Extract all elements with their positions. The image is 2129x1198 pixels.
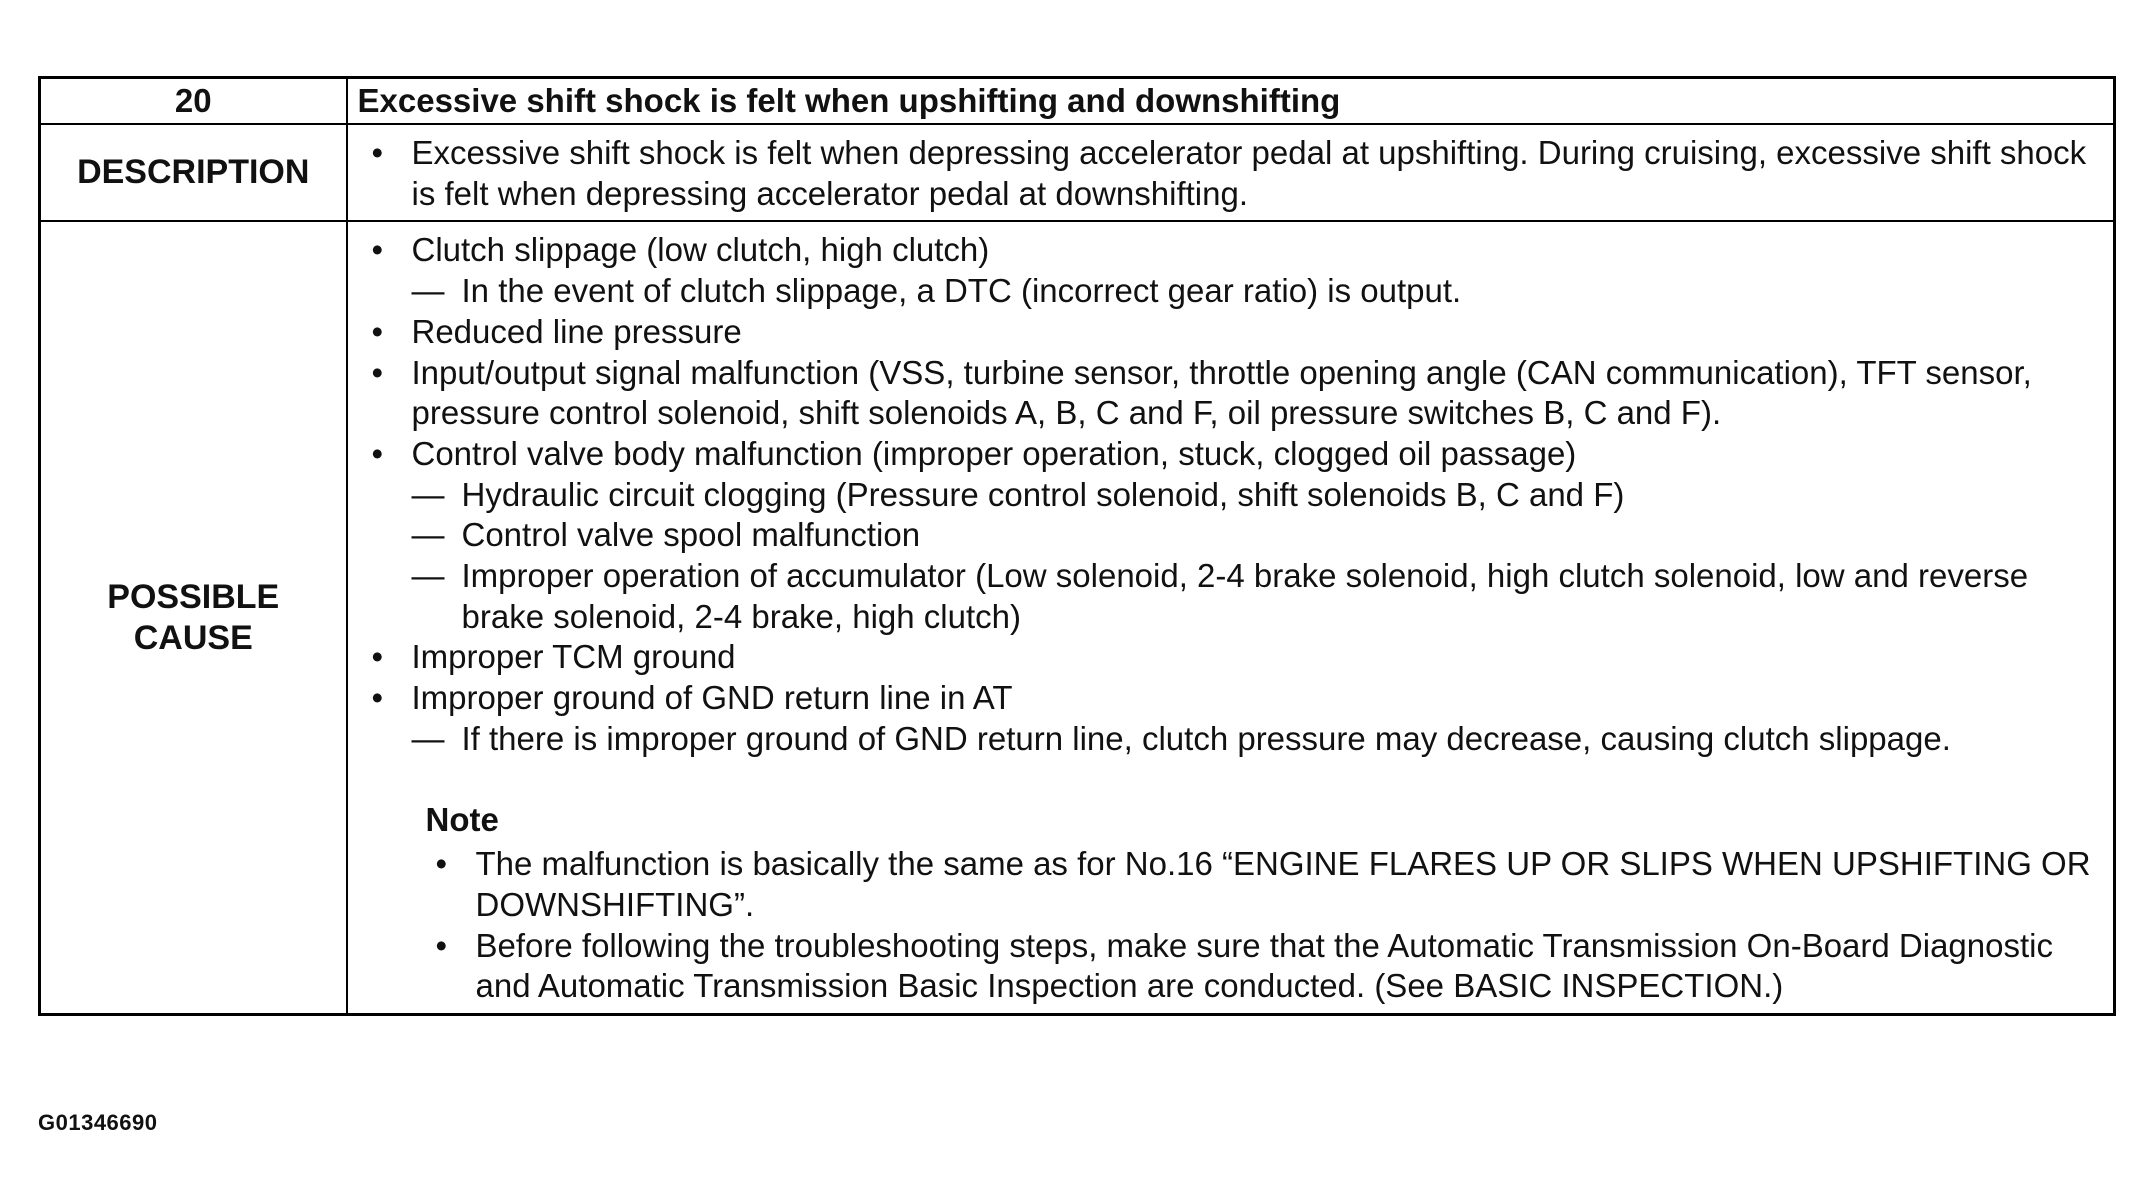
note-block (362, 800, 2100, 1008)
troubleshooting-table (38, 76, 2116, 1016)
note-title: Note (425, 800, 499, 838)
cause-sub-item (412, 515, 2100, 556)
possible-cause-label (40, 221, 347, 1014)
cause-item (362, 637, 2100, 678)
header-row (40, 78, 2115, 125)
cause-sub-item-text: If there is improper ground of GND return line, clutch pressure may decrease, causing clutch slippage. (461, 719, 1951, 757)
dash-marker: — (411, 719, 445, 757)
cause-item-text: Reduced line pressure (411, 312, 742, 350)
description-label: DESCRIPTION (40, 124, 347, 221)
symptom-title: Excessive shift shock is felt when upshifting and downshifting (347, 78, 2115, 125)
possible-cause-list (362, 230, 2100, 759)
possible-cause-row (40, 221, 2115, 1014)
symptom-number: 20 (40, 78, 347, 125)
cause-item-text: Clutch slippage (low clutch, high clutch) (411, 231, 990, 269)
cause-sub-item (412, 271, 2100, 312)
cause-item-text: Improper TCM ground (411, 638, 736, 676)
possible-cause-label-text: POSSIBLE CAUSE (107, 577, 280, 657)
description-row (40, 124, 2115, 221)
cause-item-text: Improper ground of GND return line in AT (411, 679, 1013, 717)
cause-item (362, 434, 2100, 638)
cause-item (362, 312, 2100, 353)
dash-marker: — (411, 475, 445, 513)
cause-sub-item (412, 556, 2100, 637)
dash-marker: — (411, 516, 445, 554)
cause-sub-item-text: In the event of clutch slippage, a DTC (incorrect gear ratio) is output. (461, 272, 1462, 310)
cause-item (362, 230, 2100, 311)
cause-item-text: Input/output signal malfunction (VSS, turbine sensor, throttle opening angle (CAN communication), TFT sensor, pressure control solenoid, shift solenoids A, B, C and F, oil pressure switches B, C and F). (411, 353, 2032, 432)
note-list (426, 844, 2100, 1007)
note-item: • The malfunction is basically the same as for No.16 “ENGINE FLARES UP OR SLIPS WHEN UPSHIFTING OR DOWNSHIFTING”. (426, 844, 2100, 925)
cause-item (362, 353, 2100, 434)
cause-sub-item-text: Control valve spool malfunction (461, 516, 921, 554)
figure-code: G01346690 (38, 1110, 158, 1135)
dash-marker: — (411, 272, 445, 310)
description-list (362, 133, 2100, 214)
description-item: • Excessive shift shock is felt when depressing accelerator pedal at upshifting. During cruising, excessive shift shock is felt when depressing accelerator pedal at downshifting. (362, 133, 2100, 214)
dash-marker: — (411, 557, 445, 595)
cause-sub-item-text: Hydraulic circuit clogging (Pressure control solenoid, shift solenoids B, C and F) (461, 475, 1625, 513)
description-content (347, 124, 2115, 221)
cause-item-text: Control valve body malfunction (improper operation, stuck, clogged oil passage) (411, 434, 1577, 472)
cause-item (362, 678, 2100, 759)
cause-sub-item-text: Improper operation of accumulator (Low solenoid, 2-4 brake solenoid, high clutch solenoid, low and reverse brake solenoid, 2-4 brake, high clutch) (461, 557, 2029, 635)
cause-sub-item (412, 475, 2100, 516)
possible-cause-content (347, 221, 2115, 1014)
cause-sub-item (412, 719, 2100, 760)
note-item: • Before following the troubleshooting steps, make sure that the Automatic Transmission On-Board Diagnostic and Automatic Transmission Basic Inspection are conducted. (See BASIC INSPECTION.) (426, 926, 2100, 1007)
